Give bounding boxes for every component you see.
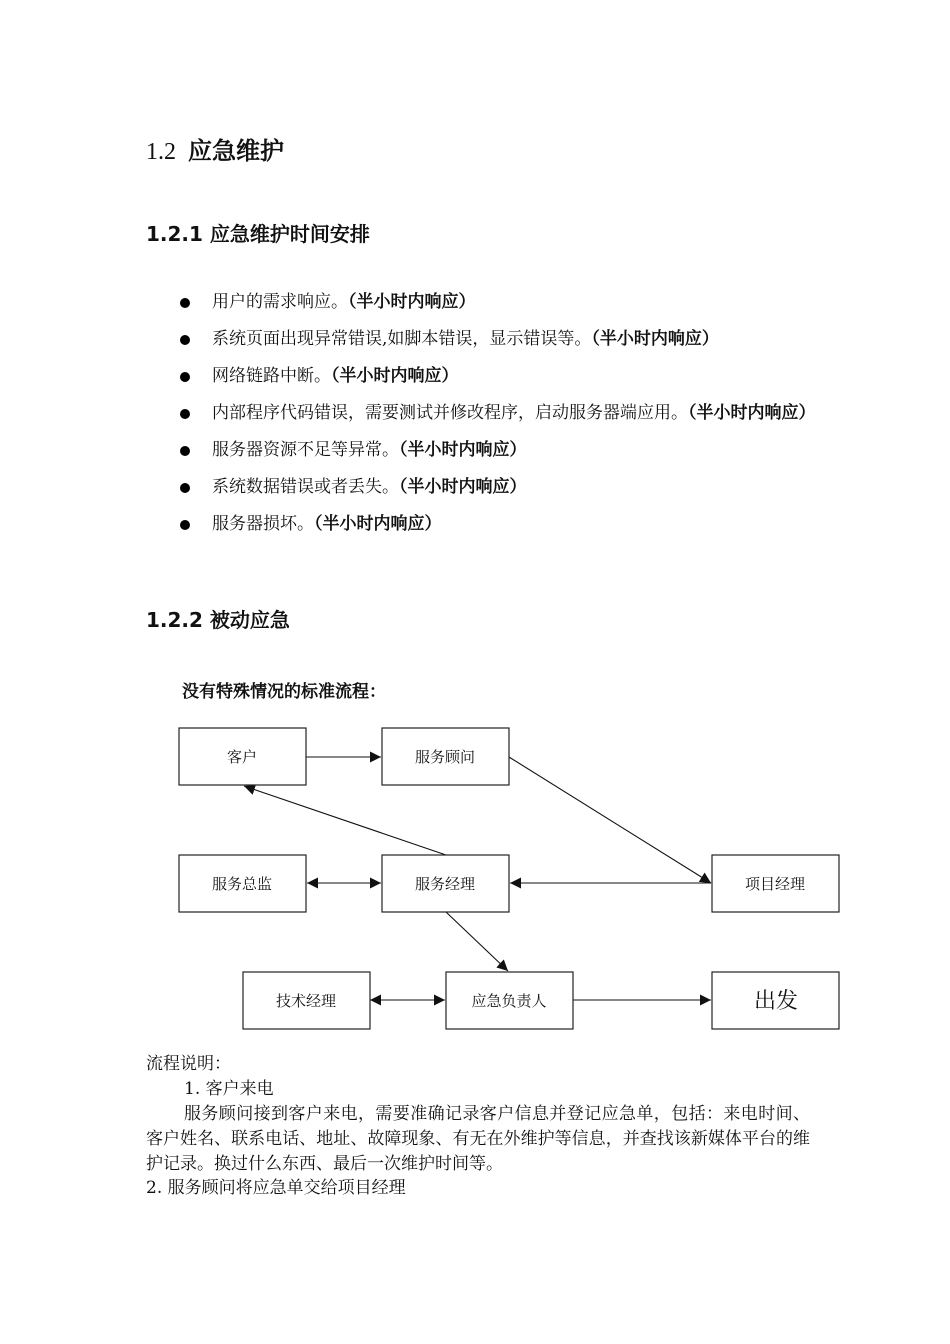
node-label: 服务总监 (211, 875, 273, 893)
node-label: 项目经理 (744, 875, 806, 893)
node-label: 技术经理 (275, 992, 337, 1010)
item-text: 网络链路中断。 (212, 366, 331, 386)
item-text: 用户的需求响应。 (212, 292, 348, 312)
node-tech-manager (243, 972, 370, 1029)
item-note: （半小时内响应） (348, 292, 476, 312)
item-note: （半小时内响应） (314, 514, 442, 534)
item-text: 系统页面出现异常错误,如脚本错误，显示错误等。 (212, 329, 592, 349)
section-title: 应急维护 (188, 137, 284, 165)
node-label: 服务经理 (414, 875, 476, 893)
item-text: 内部程序代码错误，需要测试并修改程序，启动服务器端应用。 (212, 403, 688, 423)
arrow-service-manager-to-customer (244, 786, 446, 855)
subsection-heading-passive: 1.2.2 被动应急 (146, 608, 290, 632)
node-service-manager (382, 855, 509, 912)
section-number: 1.2 (146, 139, 176, 165)
node-label: 客户 (226, 748, 258, 766)
process-step-1: 1. 客户来电 (184, 1079, 274, 1099)
arrow-service-manager-to-emergency-lead (446, 912, 508, 971)
node-customer (179, 728, 306, 785)
node-label: 出发 (753, 989, 799, 1014)
item-note: （半小时内响应） (399, 477, 527, 497)
node-service-director (179, 855, 306, 912)
node-emergency-lead (446, 972, 573, 1029)
item-text: 服务器资源不足等异常。 (212, 440, 399, 460)
flow-caption: 没有特殊情况的标准流程： (182, 682, 386, 702)
item-note: （半小时内响应） (331, 366, 459, 386)
item-text: 服务器损坏。 (212, 514, 314, 534)
process-label: 流程说明： (146, 1054, 231, 1074)
process-step-2: 2. 服务顾问将应急单交给项目经理 (146, 1178, 406, 1198)
item-note: （半小时内响应） (399, 440, 527, 460)
subsection-heading-schedule: 1.2.1 应急维护时间安排 (146, 222, 370, 246)
item-note: （半小时内响应） (591, 329, 719, 349)
node-depart (712, 972, 839, 1029)
node-service-advisor (382, 728, 509, 785)
node-project-manager (712, 855, 839, 912)
item-note: （半小时内响应） (688, 403, 816, 423)
item-text: 系统数据错误或者丢失。 (212, 477, 399, 497)
node-label: 应急负责人 (471, 992, 547, 1010)
arrow-advisor-to-project-manager (509, 757, 711, 883)
node-label: 服务顾问 (414, 748, 476, 766)
process-step-1-detail: 服务顾问接到客户来电，需要准确记录客户信息并登记应急单，包括：来电时间、客户姓名、联系电话、地址、故障现象、有无在外维护等信息，并查找该新媒体平台的维护记录。换过什么东西、最后一次维护时间等。 (146, 1104, 810, 1174)
